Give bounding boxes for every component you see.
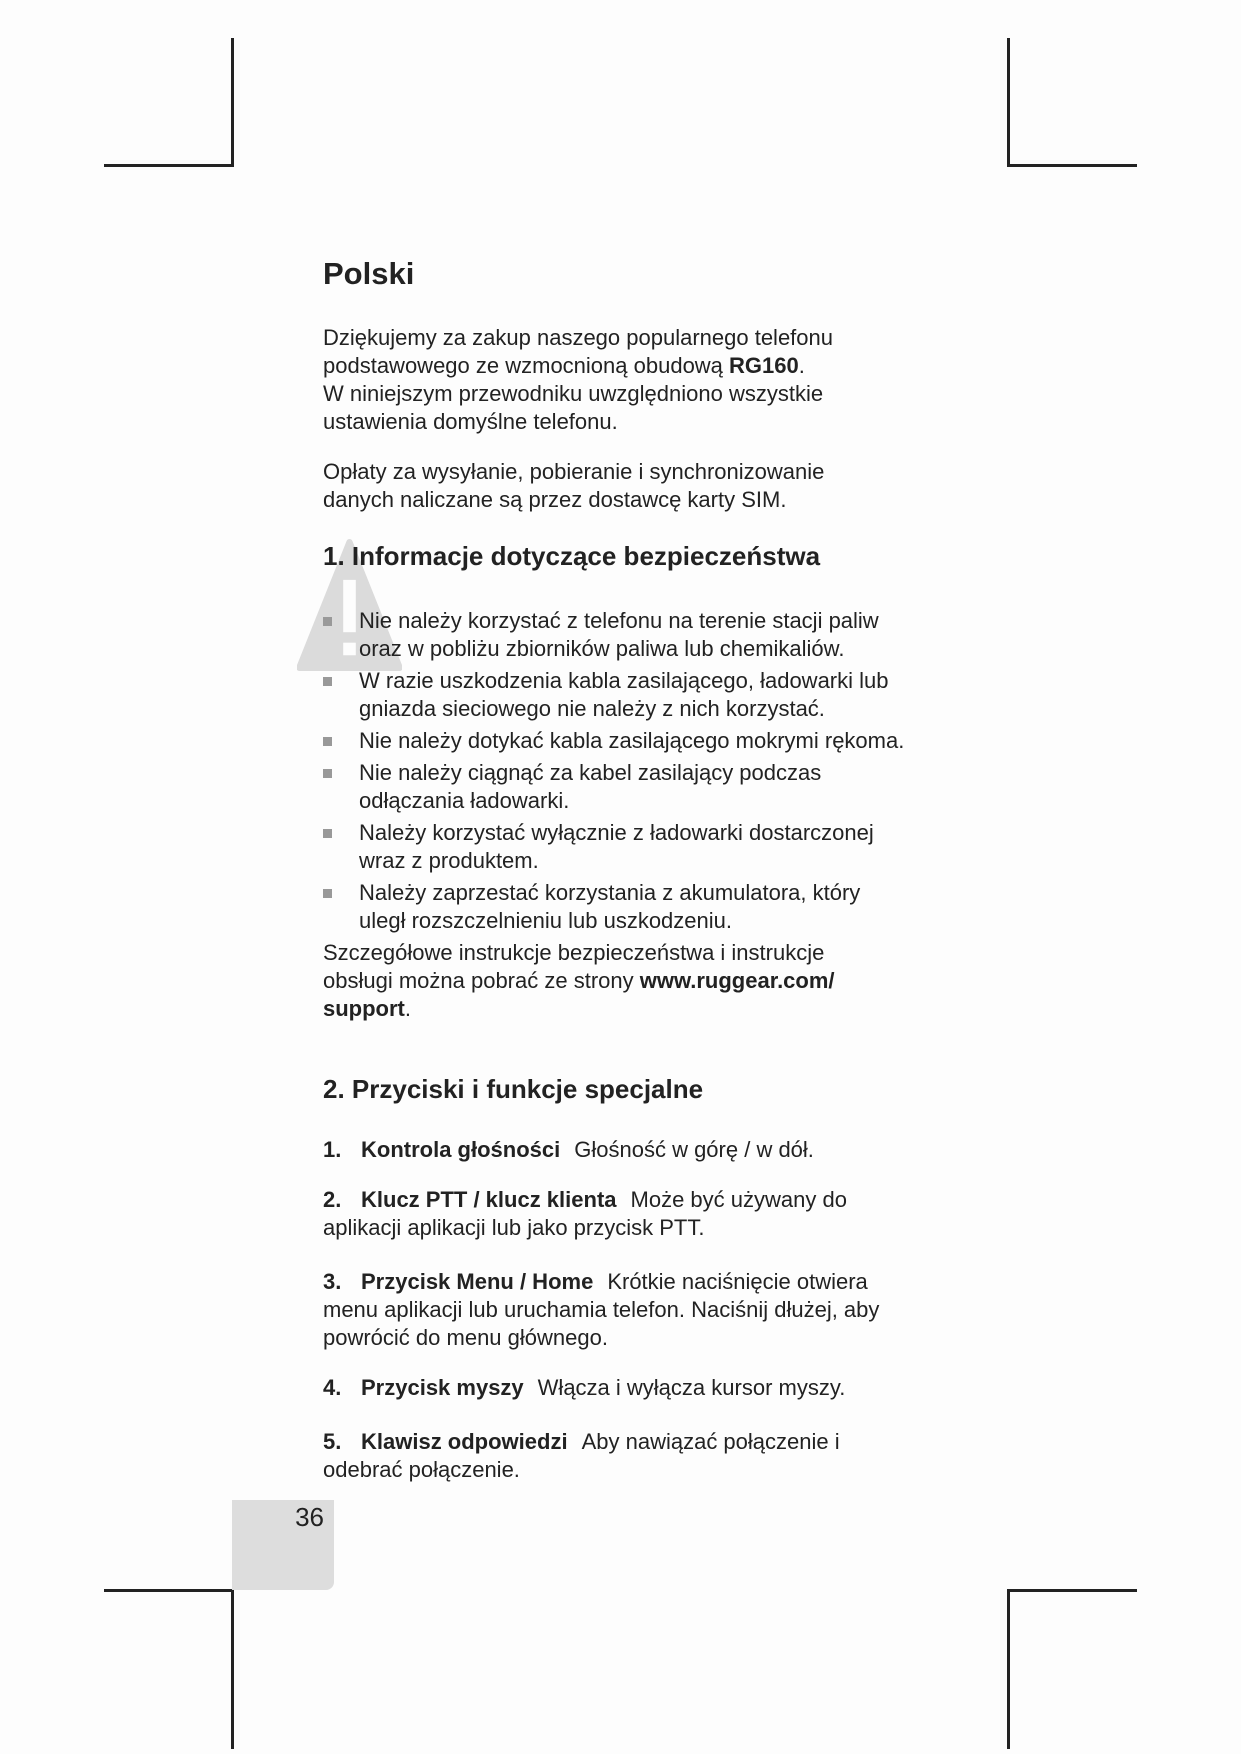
- page-title: [323, 256, 923, 291]
- page-number-box: [232, 1500, 334, 1590]
- bullet-icon: [323, 889, 332, 898]
- list-item: Nie należy dotykać kabla zasilającego mokrymi rękoma.: [323, 727, 908, 755]
- crop-mark: [231, 38, 234, 166]
- bullet-icon: [323, 617, 332, 626]
- crop-mark: [1007, 1589, 1010, 1749]
- crop-mark: [1007, 38, 1010, 166]
- list-item: W razie uszkodzenia kabla zasilającego, ładowarki lub gniazda sieciowego nie należy z nich korzystać.: [323, 667, 908, 723]
- bullet-icon: [323, 737, 332, 746]
- list-item: 1. Kontrola głośności Głośność w górę / w dół.: [323, 1137, 814, 1162]
- bullet-icon: [323, 829, 332, 838]
- list-item: 2. Klucz PTT / klucz klienta Może być używany do aplikacji aplikacji lub jako przycisk PTT.: [323, 1187, 847, 1240]
- crop-mark: [231, 1589, 234, 1749]
- crop-mark: [104, 1589, 234, 1592]
- bullet-icon: [323, 769, 332, 778]
- list-item: Należy zaprzestać korzystania z akumulatora, który uległ rozszczelnieniu lub uszkodzeniu.: [323, 879, 908, 935]
- sim-paragraph: Opłaty za wysyłanie, pobieranie i synchronizowanie danych naliczane są przez dostawcę karty SIM.: [323, 459, 825, 512]
- safety-list: [323, 607, 908, 1023]
- list-item: 5. Klawisz odpowiedzi Aby nawiązać połączenie i odebrać połączenie.: [323, 1429, 840, 1482]
- list-item: 3. Przycisk Menu / Home Krótkie naciśnięcie otwiera menu aplikacji lub uruchamia telefon. Naciśnij dłużej, aby powrócić do menu głównego.: [323, 1269, 880, 1350]
- crop-mark: [1007, 1589, 1137, 1592]
- intro: [323, 324, 893, 514]
- buttons-list: [323, 1136, 898, 1484]
- list-item: Nie należy ciągnąć za kabel zasilający podczas odłączania ładowarki.: [323, 759, 908, 815]
- model-name: RG160: [729, 353, 799, 378]
- support-paragraph: Szczegółowe instrukcje bezpieczeństwa i instrukcje obsługi można pobrać ze strony www.ruggear.com/ support.: [323, 940, 835, 1021]
- bullet-icon: [323, 677, 332, 686]
- list-item: Należy korzystać wyłącznie z ładowarki dostarczonej wraz z produktem.: [323, 819, 908, 875]
- support-link[interactable]: www.ruggear.com/ support: [323, 968, 835, 1021]
- list-item: 4. Przycisk myszy Włącza i wyłącza kursor myszy.: [323, 1375, 846, 1400]
- section-heading-1: 1. Informacje dotyczące bezpieczeństwa: [323, 541, 821, 571]
- title-text: Polski: [323, 256, 415, 291]
- crop-mark: [104, 164, 234, 167]
- page-number: 36: [295, 1502, 324, 1532]
- crop-mark: [1007, 164, 1137, 167]
- intro-paragraph: Dziękujemy za zakup naszego popularnego telefonu podstawowego ze wzmocnioną obudową RG160. W niniejszym przewodniku uwzględniono wszystkie ustawienia domyślne telefonu.: [323, 325, 833, 434]
- section-heading-2: 2. Przyciski i funkcje specjalne: [323, 1074, 704, 1104]
- list-item: Nie należy korzystać z telefonu na terenie stacji paliw oraz w pobliżu zbiorników paliwa lub chemikaliów.: [323, 607, 908, 663]
